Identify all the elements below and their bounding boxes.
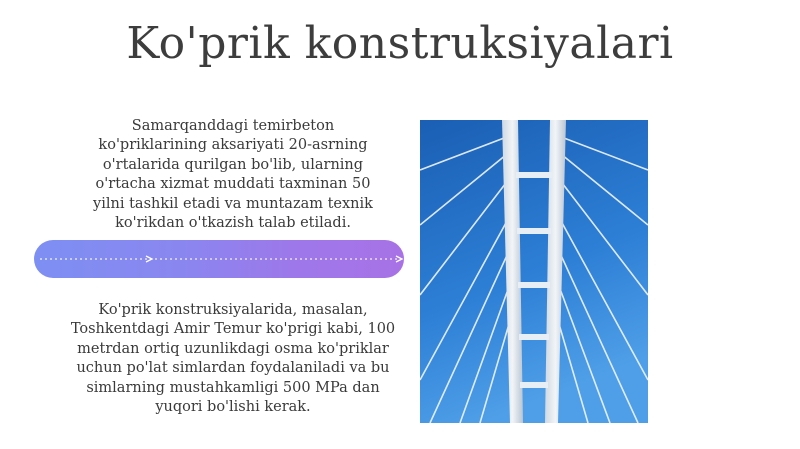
slide-title: Ko'prik konstruksiyalari	[126, 18, 674, 69]
paragraph-top: Samarqanddagi temirbeton ko'priklarining aksariyati 20-asrning o'rtalarida qurilgan bo'lib, ularning o'rtacha xizmat muddati taxminan 50 yilni tashkil etadi va muntazam texnik ko'rikdan o'tkazish talab etiladi.	[93, 118, 373, 232]
bridge-photo	[420, 120, 648, 423]
paragraph-bottom: Ko'prik konstruksiyalarida, masalan, Toshkentdagi Amir Temur ko'prigi kabi, 100 metrdan ortiq uzunlikdagi osma ko'priklar uchun po'lat simlardan foydalaniladi va bu simlarning mustahkamligi 500 MPa dan yuqori bo'lishi kerak.	[70, 302, 396, 416]
decorative-divider	[34, 240, 404, 278]
bridge-pylon-image	[420, 120, 648, 423]
dotted-arrow-icon	[34, 240, 404, 278]
